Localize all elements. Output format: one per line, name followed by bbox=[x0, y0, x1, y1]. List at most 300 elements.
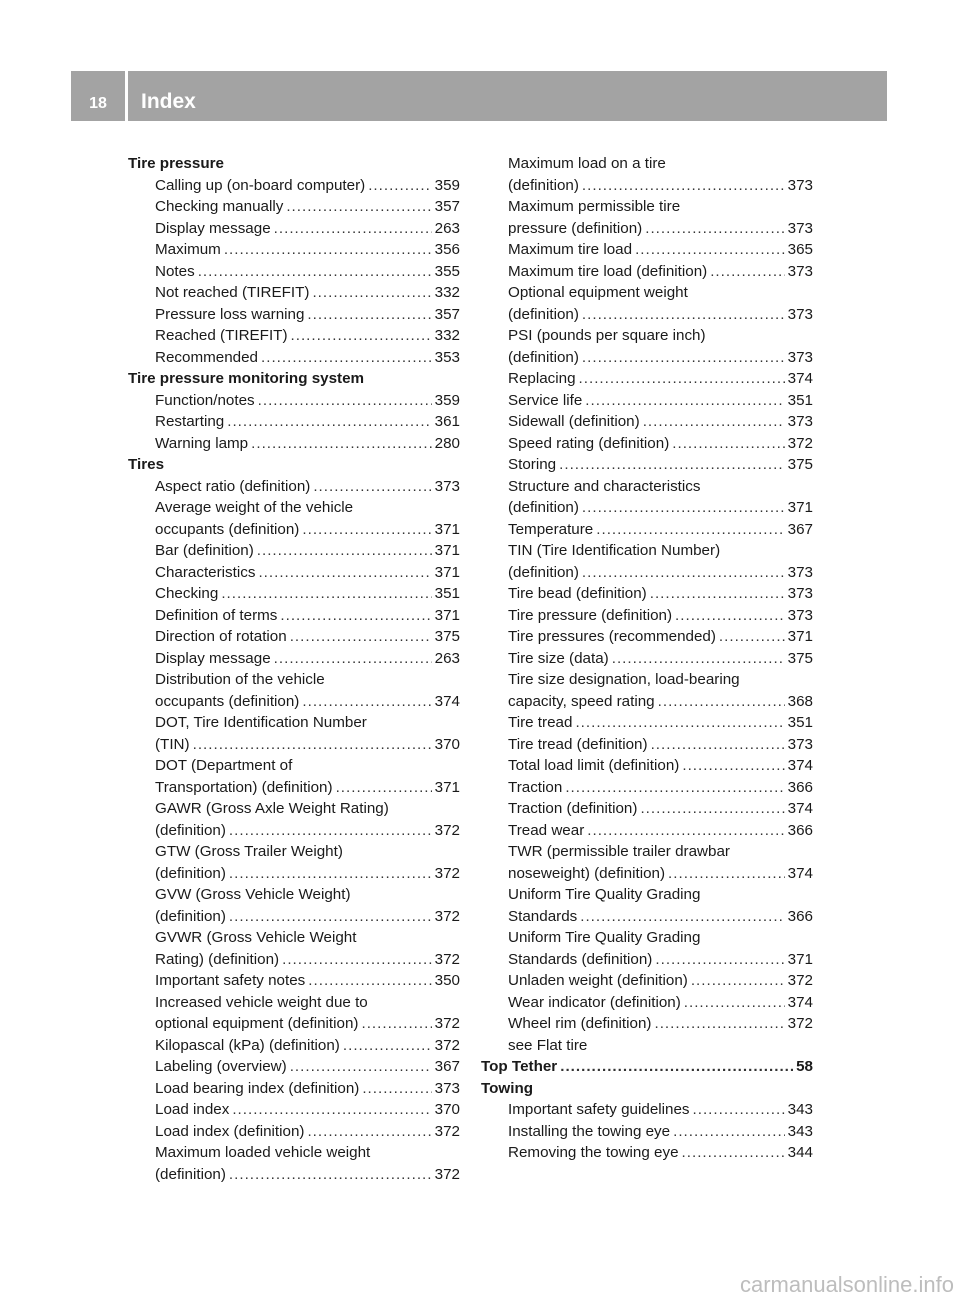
entry-text: Tire pressures (recommended) bbox=[508, 628, 716, 645]
dot-leader bbox=[307, 1121, 431, 1143]
index-entry bbox=[508, 497, 813, 519]
dot-leader bbox=[290, 1056, 432, 1078]
dot-leader bbox=[582, 497, 785, 519]
dot-leader bbox=[257, 540, 432, 562]
index-entry bbox=[155, 884, 460, 906]
page-ref: 359 bbox=[434, 176, 460, 194]
index-entry bbox=[155, 1013, 460, 1035]
index-entry bbox=[155, 433, 460, 455]
entry-text: Display message bbox=[155, 649, 271, 667]
index-entry bbox=[508, 304, 813, 326]
entry-text: (definition) bbox=[155, 1165, 226, 1183]
page-ref: 371 bbox=[434, 778, 460, 796]
index-entry bbox=[508, 884, 813, 906]
index-entry bbox=[155, 691, 460, 713]
dot-leader bbox=[286, 196, 431, 218]
entry-text: Unladen weight (definition) bbox=[508, 972, 688, 989]
index-entry bbox=[508, 218, 813, 240]
dot-leader bbox=[258, 562, 431, 584]
dot-leader bbox=[650, 583, 785, 605]
entry-text: Calling up (on-board computer) bbox=[155, 176, 366, 194]
index-heading bbox=[481, 1078, 813, 1100]
entry-text: Optional equipment weight bbox=[508, 284, 688, 301]
dot-leader bbox=[258, 390, 432, 412]
entry-text: Warning lamp bbox=[155, 434, 249, 452]
section-title: Index bbox=[141, 90, 196, 113]
index-entry bbox=[155, 218, 460, 240]
dot-leader bbox=[368, 175, 431, 197]
entry-text: Maximum tire load bbox=[508, 241, 633, 258]
index-entry bbox=[155, 669, 460, 691]
index-entry bbox=[155, 325, 460, 347]
dot-leader bbox=[291, 325, 432, 347]
dot-leader bbox=[336, 777, 432, 799]
entry-text: Bar (definition) bbox=[155, 542, 254, 559]
page-ref: 374 bbox=[434, 692, 460, 710]
page-ref: 375 bbox=[434, 628, 460, 645]
index-entry bbox=[508, 1142, 813, 1164]
dot-leader bbox=[719, 626, 785, 648]
dot-leader bbox=[229, 906, 432, 928]
page-ref: 372 bbox=[434, 1122, 460, 1140]
dot-leader bbox=[565, 777, 784, 799]
entry-text: Important safety guidelines bbox=[508, 1101, 690, 1118]
page-ref: 374 bbox=[787, 800, 813, 817]
page-ref: 372 bbox=[434, 864, 460, 882]
index-entry bbox=[508, 433, 813, 455]
entry-text: Tire size designation, load-bearing bbox=[508, 671, 740, 688]
page-header bbox=[71, 71, 887, 121]
entry-text: Load index bbox=[155, 1101, 230, 1118]
page-ref: 357 bbox=[434, 198, 460, 215]
index-heading bbox=[128, 368, 460, 390]
index-entry bbox=[155, 304, 460, 326]
page-ref: 373 bbox=[787, 176, 813, 194]
entry-text: Maximum tire load (definition) bbox=[508, 262, 708, 280]
entry-text: Tire pressure (definition) bbox=[508, 606, 673, 624]
entry-text: Uniform Tire Quality Grading bbox=[508, 929, 701, 946]
page-ref: 371 bbox=[434, 520, 460, 538]
index-entry bbox=[508, 368, 813, 390]
dot-leader bbox=[274, 648, 432, 670]
page-ref: 373 bbox=[787, 606, 813, 624]
entry-text: Traction (definition) bbox=[508, 800, 638, 817]
entry-text: Notes bbox=[155, 262, 195, 280]
dot-leader bbox=[308, 970, 431, 992]
dot-leader bbox=[193, 734, 432, 756]
dot-leader bbox=[261, 347, 432, 369]
entry-text: Total load limit (definition) bbox=[508, 757, 680, 774]
dot-leader bbox=[582, 562, 785, 584]
entry-text: Tire tread (definition) bbox=[508, 735, 648, 753]
page-ref: 280 bbox=[434, 434, 460, 452]
index-entry bbox=[155, 1035, 460, 1057]
entry-text: GTW (Gross Trailer Weight) bbox=[155, 843, 343, 860]
dot-leader bbox=[560, 1056, 793, 1078]
dot-leader bbox=[673, 1121, 785, 1143]
index-entry bbox=[508, 411, 813, 433]
index-entry bbox=[155, 583, 460, 605]
index-entry bbox=[155, 497, 460, 519]
page-ref: 372 bbox=[434, 1036, 460, 1054]
index-entry bbox=[155, 347, 460, 369]
entry-text: (definition) bbox=[508, 348, 579, 366]
dot-leader bbox=[645, 218, 784, 240]
dot-leader bbox=[585, 390, 784, 412]
dot-leader bbox=[343, 1035, 432, 1057]
index-entry bbox=[155, 1099, 460, 1121]
page-ref: 370 bbox=[434, 735, 460, 753]
page-ref: 343 bbox=[787, 1122, 813, 1140]
index-entry bbox=[508, 949, 813, 971]
dot-leader bbox=[251, 433, 432, 455]
page-ref: 355 bbox=[434, 262, 460, 280]
index-entry bbox=[508, 970, 813, 992]
dot-leader bbox=[575, 712, 784, 734]
page-ref: 343 bbox=[787, 1101, 813, 1118]
entry-text: GVW (Gross Vehicle Weight) bbox=[155, 886, 351, 903]
page-ref: 373 bbox=[787, 305, 813, 323]
entry-text: (definition) bbox=[155, 821, 226, 839]
dot-leader bbox=[582, 347, 785, 369]
dot-leader bbox=[612, 648, 785, 670]
entry-text: Maximum permissible tire bbox=[508, 198, 681, 215]
entry-text: Kilopascal (kPa) (definition) bbox=[155, 1036, 340, 1054]
entry-text: Function/notes bbox=[155, 391, 255, 409]
entry-text: Tire bead (definition) bbox=[508, 585, 647, 602]
index-entry bbox=[508, 325, 813, 347]
entry-text: Wheel rim (definition) bbox=[508, 1015, 652, 1032]
dot-leader bbox=[658, 691, 785, 713]
index-entry bbox=[155, 1164, 460, 1186]
entry-text: Display message bbox=[155, 219, 271, 237]
page-ref: 351 bbox=[434, 585, 460, 602]
dot-leader bbox=[302, 691, 431, 713]
index-entry bbox=[508, 540, 813, 562]
index-entry bbox=[508, 712, 813, 734]
index-entry bbox=[155, 1078, 460, 1100]
entry-text: Restarting bbox=[155, 413, 225, 430]
page-ref: 366 bbox=[787, 907, 813, 925]
entry-text: Sidewall (definition) bbox=[508, 413, 640, 430]
index-entry bbox=[155, 605, 460, 627]
entry-text: Definition of terms bbox=[155, 606, 278, 624]
index-entry bbox=[155, 970, 460, 992]
index-entry bbox=[508, 691, 813, 713]
dot-leader bbox=[580, 906, 784, 928]
index-entry bbox=[155, 282, 460, 304]
index-heading bbox=[128, 153, 460, 175]
dot-leader bbox=[280, 605, 431, 627]
entry-text: Tire size (data) bbox=[508, 649, 609, 667]
index-entry bbox=[508, 626, 813, 648]
entry-text: Removing the towing eye bbox=[508, 1144, 679, 1161]
page-ref: 373 bbox=[787, 735, 813, 753]
dot-leader bbox=[312, 282, 431, 304]
entry-text: Distribution of the vehicle bbox=[155, 671, 325, 688]
entry-text: Towing bbox=[481, 1079, 534, 1097]
index-entry bbox=[508, 390, 813, 412]
entry-text: Uniform Tire Quality Grading bbox=[508, 886, 701, 903]
dot-leader bbox=[654, 1013, 784, 1035]
page-ref: 371 bbox=[787, 499, 813, 516]
page-ref: 368 bbox=[787, 692, 813, 710]
index-entry bbox=[155, 755, 460, 777]
entry-text: (definition) bbox=[508, 176, 579, 194]
entry-text: (definition) bbox=[155, 864, 226, 882]
entry-text: capacity, speed rating bbox=[508, 692, 655, 710]
index-entry bbox=[508, 669, 813, 691]
index-entry bbox=[155, 626, 460, 648]
entry-text: Transportation) (definition) bbox=[155, 778, 333, 796]
entry-text: DOT (Department of bbox=[155, 757, 293, 774]
entry-text: Tread wear bbox=[508, 821, 585, 839]
entry-text: Load index (definition) bbox=[155, 1122, 305, 1140]
dot-leader bbox=[596, 519, 784, 541]
dot-leader bbox=[229, 863, 432, 885]
entry-text: noseweight) (definition) bbox=[508, 864, 666, 882]
index-entry bbox=[508, 755, 813, 777]
page-ref: 371 bbox=[434, 606, 460, 624]
index-entry bbox=[508, 562, 813, 584]
page-ref: 373 bbox=[787, 563, 813, 581]
index-entry bbox=[155, 562, 460, 584]
index-entry bbox=[155, 712, 460, 734]
entry-text: (definition) bbox=[508, 563, 579, 581]
page-ref: 372 bbox=[787, 972, 813, 989]
dot-leader bbox=[691, 970, 785, 992]
index-entry bbox=[155, 175, 460, 197]
dot-leader bbox=[307, 304, 431, 326]
index-entry bbox=[508, 648, 813, 670]
index-column-right bbox=[481, 153, 813, 1164]
entry-text: Temperature bbox=[508, 520, 594, 538]
dot-leader bbox=[579, 368, 785, 390]
entry-text: Structure and characteristics bbox=[508, 477, 701, 495]
entry-text: Pressure loss warning bbox=[155, 305, 305, 323]
index-entry bbox=[155, 411, 460, 433]
page-ref: 351 bbox=[787, 391, 813, 409]
index-entry bbox=[508, 583, 813, 605]
page-ref: 372 bbox=[787, 1015, 813, 1032]
index-entry bbox=[508, 798, 813, 820]
page-ref: 372 bbox=[434, 950, 460, 968]
index-entry bbox=[155, 476, 460, 498]
entry-text: DOT, Tire Identification Number bbox=[155, 714, 367, 731]
dot-leader bbox=[559, 454, 785, 476]
page-ref: 58 bbox=[796, 1058, 813, 1075]
index-entry bbox=[508, 1013, 813, 1035]
entry-text: Characteristics bbox=[155, 563, 256, 581]
page-ref: 372 bbox=[787, 434, 813, 452]
entry-text: Maximum load on a tire bbox=[508, 155, 666, 172]
entry-text: Speed rating (definition) bbox=[508, 434, 670, 452]
page-ref: 371 bbox=[434, 542, 460, 559]
page-ref: 350 bbox=[434, 972, 460, 989]
index-heading bbox=[128, 454, 460, 476]
page-ref: 359 bbox=[434, 391, 460, 409]
entry-text: Increased vehicle weight due to bbox=[155, 993, 368, 1011]
page-ref: 366 bbox=[787, 778, 813, 796]
entry-text: PSI (pounds per square inch) bbox=[508, 327, 706, 344]
page-ref: 356 bbox=[434, 241, 460, 258]
index-entry bbox=[508, 519, 813, 541]
dot-leader bbox=[675, 605, 785, 627]
index-entry bbox=[155, 841, 460, 863]
dot-leader bbox=[640, 798, 784, 820]
index-entry bbox=[508, 992, 813, 1014]
entry-text: Reached (TIREFIT) bbox=[155, 327, 288, 344]
watermark: carmanualsonline.info bbox=[739, 1272, 954, 1297]
entry-text: Maximum bbox=[155, 241, 221, 258]
dot-leader bbox=[635, 239, 785, 261]
index-entry bbox=[155, 906, 460, 928]
index-entry bbox=[508, 927, 813, 949]
dot-leader bbox=[672, 433, 784, 455]
page-ref: 373 bbox=[787, 585, 813, 602]
page-ref: 332 bbox=[434, 327, 460, 344]
page-ref: 353 bbox=[434, 348, 460, 366]
index-entry bbox=[155, 1121, 460, 1143]
page-ref: 367 bbox=[434, 1058, 460, 1075]
index-entry bbox=[508, 261, 813, 283]
entry-text: Wear indicator (definition) bbox=[508, 993, 681, 1011]
entry-text: Recommended bbox=[155, 348, 258, 366]
dot-leader bbox=[693, 1099, 785, 1121]
index-entry bbox=[508, 820, 813, 842]
index-entry bbox=[508, 175, 813, 197]
page-ref: 373 bbox=[434, 477, 460, 495]
page-ref: 366 bbox=[787, 821, 813, 839]
dot-leader bbox=[710, 261, 784, 283]
entry-text: Maximum loaded vehicle weight bbox=[155, 1144, 371, 1161]
index-entry bbox=[508, 734, 813, 756]
dot-leader bbox=[684, 992, 785, 1014]
dot-leader bbox=[582, 304, 785, 326]
dot-leader bbox=[655, 949, 784, 971]
entry-text: Storing bbox=[508, 456, 557, 473]
entry-text: Traction bbox=[508, 778, 563, 796]
entry-text: Not reached (TIREFIT) bbox=[155, 284, 310, 301]
entry-text: TIN (Tire Identification Number) bbox=[508, 542, 721, 559]
entry-text: Important safety notes bbox=[155, 972, 306, 989]
dot-leader bbox=[682, 755, 784, 777]
index-entry bbox=[155, 927, 460, 949]
page-ref: 344 bbox=[787, 1144, 813, 1161]
index-entry bbox=[508, 282, 813, 304]
entry-text: Standards bbox=[508, 907, 578, 925]
index-entry bbox=[508, 605, 813, 627]
entry-text: see Flat tire bbox=[508, 1036, 588, 1054]
page-ref: 373 bbox=[787, 348, 813, 366]
page-ref: 263 bbox=[434, 219, 460, 237]
page-ref: 370 bbox=[434, 1101, 460, 1118]
dot-leader bbox=[643, 411, 785, 433]
index-entry bbox=[155, 1142, 460, 1164]
entry-text: Standards (definition) bbox=[508, 950, 653, 968]
index-entry bbox=[508, 1099, 813, 1121]
entry-text: Tire tread bbox=[508, 714, 573, 731]
index-entry bbox=[508, 906, 813, 928]
index-entry bbox=[155, 239, 460, 261]
dot-leader bbox=[229, 1164, 432, 1186]
page-ref: 374 bbox=[787, 993, 813, 1011]
dot-leader bbox=[651, 734, 785, 756]
entry-text: Top Tether bbox=[481, 1058, 558, 1075]
index-entry bbox=[155, 540, 460, 562]
page-ref: 375 bbox=[787, 456, 813, 473]
dot-leader bbox=[221, 583, 431, 605]
dot-leader bbox=[313, 476, 431, 498]
entry-text: Direction of rotation bbox=[155, 628, 287, 645]
index-entry bbox=[155, 1056, 460, 1078]
index-entry bbox=[508, 347, 813, 369]
page-ref: 374 bbox=[787, 864, 813, 882]
entry-text: Labeling (overview) bbox=[155, 1058, 287, 1075]
entry-text: (TIN) bbox=[155, 735, 190, 753]
page-ref: 374 bbox=[787, 757, 813, 774]
index-entry bbox=[508, 239, 813, 261]
dot-leader bbox=[198, 261, 432, 283]
page-ref: 371 bbox=[787, 950, 813, 968]
entry-text: Tire pressure monitoring system bbox=[128, 370, 365, 387]
entry-text: Load bearing index (definition) bbox=[155, 1079, 360, 1097]
dot-leader bbox=[668, 863, 785, 885]
index-entry bbox=[508, 863, 813, 885]
index-entry bbox=[155, 519, 460, 541]
entry-text: pressure (definition) bbox=[508, 219, 643, 237]
entry-text: Aspect ratio (definition) bbox=[155, 477, 311, 495]
dot-leader bbox=[227, 411, 431, 433]
index-entry bbox=[155, 648, 460, 670]
entry-text: GAWR (Gross Axle Weight Rating) bbox=[155, 800, 389, 817]
index-entry bbox=[155, 390, 460, 412]
entry-text: occupants (definition) bbox=[155, 692, 300, 710]
entry-text: (definition) bbox=[508, 305, 579, 323]
page-ref: 372 bbox=[434, 1015, 460, 1032]
header-divider bbox=[125, 71, 128, 121]
index-entry bbox=[155, 798, 460, 820]
dot-leader bbox=[282, 949, 432, 971]
page-ref: 361 bbox=[434, 413, 460, 430]
entry-text: TWR (permissible trailer drawbar bbox=[508, 843, 730, 860]
entry-text: (definition) bbox=[155, 907, 226, 925]
entry-text: occupants (definition) bbox=[155, 520, 300, 538]
dot-leader bbox=[362, 1078, 431, 1100]
entry-text: Checking manually bbox=[155, 198, 284, 215]
dot-leader bbox=[229, 820, 432, 842]
dot-leader bbox=[587, 820, 784, 842]
dot-leader bbox=[302, 519, 431, 541]
dot-leader bbox=[682, 1142, 785, 1164]
index-entry bbox=[155, 261, 460, 283]
index-entry bbox=[155, 820, 460, 842]
entry-text: Installing the towing eye bbox=[508, 1122, 671, 1140]
page-number: 18 bbox=[89, 95, 107, 112]
index-entry bbox=[508, 777, 813, 799]
index-entry bbox=[508, 153, 813, 175]
entry-text: Average weight of the vehicle bbox=[155, 499, 354, 516]
index-column-left bbox=[128, 153, 460, 1185]
index-entry bbox=[155, 734, 460, 756]
page-ref: 263 bbox=[434, 649, 460, 667]
page-ref: 365 bbox=[787, 241, 813, 258]
page-ref: 372 bbox=[434, 907, 460, 925]
dot-leader bbox=[274, 218, 432, 240]
entry-text: Tire pressure bbox=[128, 155, 224, 172]
page-ref: 374 bbox=[787, 370, 813, 387]
page-ref: 372 bbox=[434, 821, 460, 839]
